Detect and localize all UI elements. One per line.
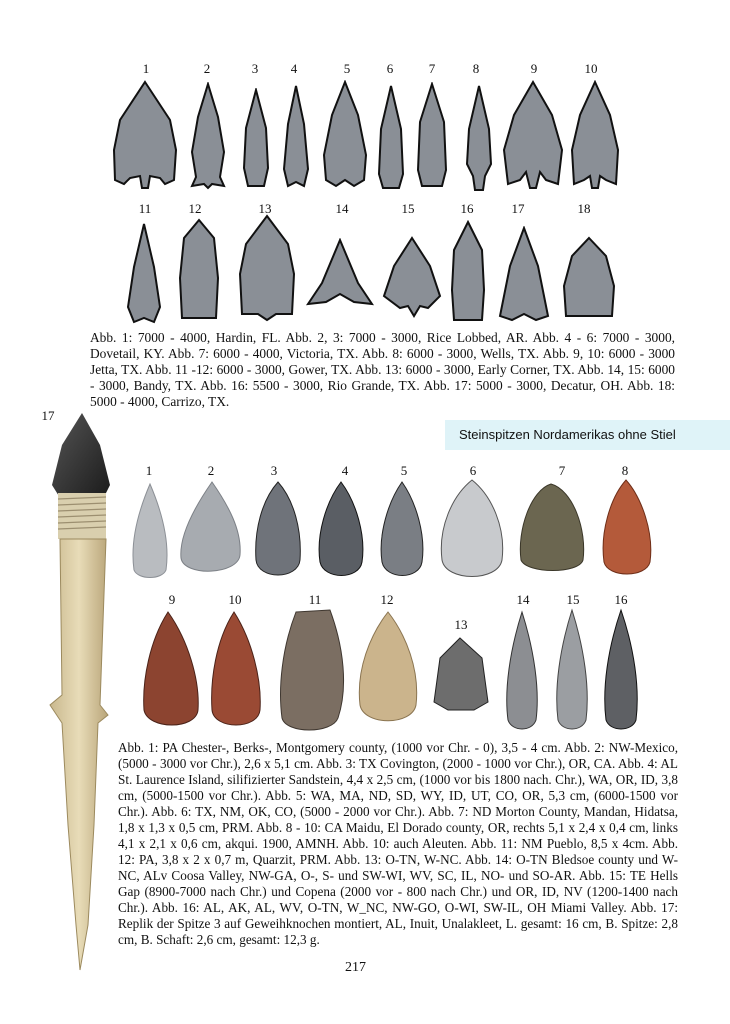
point-silhouette [500,80,566,192]
artifact-photo [430,636,492,714]
point-silhouette [176,218,222,324]
figure-number: 14 [516,592,530,607]
figure-number: 18 [577,201,591,216]
page-number: 217 [345,960,366,975]
figure-number: 12 [380,592,394,607]
figure-number: 9 [530,61,538,76]
point-silhouette [448,220,488,324]
artifact-photo [314,480,368,584]
artifact-photo [250,480,306,584]
figure-number: 11 [138,201,152,216]
artifact-photo [598,608,644,734]
artifact-photo [176,480,246,580]
artifact-photo [138,610,204,734]
section-banner: Steinspitzen Nordamerikas ohne Stiel [445,420,730,450]
point-silhouette [320,80,370,190]
figure-number: 6 [386,61,394,76]
point-silhouette [375,84,407,190]
figure-number: 15 [566,592,580,607]
point-silhouette [560,236,618,320]
figure-number: 3 [270,463,278,478]
figure-number: 16 [614,592,628,607]
figure-number: 1 [145,463,153,478]
point-silhouette [568,80,622,192]
point-silhouette [110,80,180,190]
figure-number: 5 [343,61,351,76]
figure-number: 12 [188,201,202,216]
artifact-photo [598,478,656,582]
figure-number: 13 [454,617,468,632]
figure-number: 10 [584,61,598,76]
artifact-photo [128,482,172,582]
figure-number: 3 [251,61,259,76]
figure-number: 7 [558,463,566,478]
figure-number: 16 [460,201,474,216]
point-silhouette [186,82,230,190]
figure-number: 1 [142,61,150,76]
figure-caption-bottom: Abb. 1: PA Chester-, Berks-, Montgomery county, (1000 vor Chr. - 0), 3,5 - 4 cm. Abb. 2: NW-Mexico, (5000 - 3000 vor Chr.), 2,6 x 5,1 cm. Abb. 3: TX Covington, (2000 - 1000 vor Chr.), OR, CA. Abb. 4: AL St. Laurence Island, silifizierter Sandstein, 4,4 x 2,5 cm, (1000 vor bis 1800 nach. Chr.), WA, OR, ID, 3,8 cm, (5000-1500 vor Chr.). Abb. 5: WA, MA, ND, SD, WY, ID, UT, CO, OR, 5,3 cm, (6000-1500 vor Chr.). Abb. 6: TX, NM, OK, CO, (5000 - 2000 vor Chr.). Abb. 7: ND Morton County, Mandan, Hidatsa, 1,8 x 1,3 x 0,5 cm, PRM. Abb. 8 - 10: CA Maidu, El Dorado county, OR, rechts 5,1 x 2,4 x 0,4 cm, links 4,1 x 2,1 x 0,6 cm, akqui. 1900, AMNH. Abb. 10: auch Aleuten. Abb. 11: NM Pueblo, 8,5 x 4cm. Abb. 12: PA, 3,8 x 2 x 0,7 m, Quarzit, PRM. Abb. 13: O-TN, W-NC. Abb. 14: O-TN Bledsoe county und W-NC, ALv Coosa Valley, NW-GA, O-, S- und SW-WI, WV, SC, IL, NO- und SO-AR. Abb. 15: TE Hells Gap (8900-7000 nach Chr.) und Copena (2000 vor - 800 nach Chr.) und OR, ID, NV (1200-1400 nach Chr.). Abb. 16: AL, AK, AL, WV, O-TN, W_NC, NW-GO, O-WI, SW-IL, OH Miami Valley. Abb. 17: Replik der Spitze 3 auf Geweihknochen montiert, AL, Inuit, Unalakleet, L. gesamt: 16 cm, B. Spitze: 2,8 cm, B. Schaft: 2,6 cm, gesamt: 12,3 g. [118,740,678,947]
figure-number: 2 [203,61,211,76]
artifact-photo [436,478,508,586]
figure-number: 8 [472,61,480,76]
artifact-photo [354,610,422,730]
figure-number: 7 [428,61,436,76]
figure-number: 8 [621,463,629,478]
figure-number: 15 [401,201,415,216]
artifact-photo [376,480,428,584]
artifact-photo [500,610,544,734]
figure-number: 17 [41,408,55,423]
point-silhouette [306,238,374,310]
spear-photo [40,405,120,975]
point-silhouette [122,222,166,326]
artifact-photo [550,608,594,734]
artifact-photo [206,610,264,734]
figure-number: 6 [469,463,477,478]
artifact-photo [515,480,589,576]
figure-number: 4 [341,463,349,478]
point-silhouette [414,82,450,190]
point-silhouette [380,236,444,318]
point-silhouette [236,214,298,324]
point-silhouette [240,88,272,190]
figure-caption-top: Abb. 1: 7000 - 4000, Hardin, FL. Abb. 2, 3: 7000 - 3000, Rice Lobbed, AR. Abb. 4 - 6: 7000 - 3000, Dovetail, KY. Abb. 7: 6000 - 4000, Victoria, TX. Abb. 8: 6000 - 3000, Wells, TX. Abb. 9, 10: 6000 - 3000 Jetta, TX. Abb. 11 -12: 6000 - 3000, Gower, TX. Abb. 13: 6000 - 3000, Early Corner, TX. Abb. 14, 15: 6000 - 3000, Bandy, TX. Abb. 16: 5500 - 3000, Rio Grande, TX. Abb. 17: 5000 - 3000, Decatur, OH. Abb. 18: 5000 - 4000, Carrizo, TX. [90,330,675,409]
figure-number: 4 [290,61,298,76]
figure-number: 17 [511,201,525,216]
figure-number: 2 [207,463,215,478]
figure-number: 13 [258,201,272,216]
point-silhouette [280,84,312,190]
point-silhouette [496,226,552,324]
figure-number: 9 [168,592,176,607]
figure-number: 11 [308,592,322,607]
figure-number: 5 [400,463,408,478]
figure-number: 10 [228,592,242,607]
artifact-photo [276,608,350,738]
figure-number: 14 [335,201,349,216]
point-silhouette [461,84,497,192]
